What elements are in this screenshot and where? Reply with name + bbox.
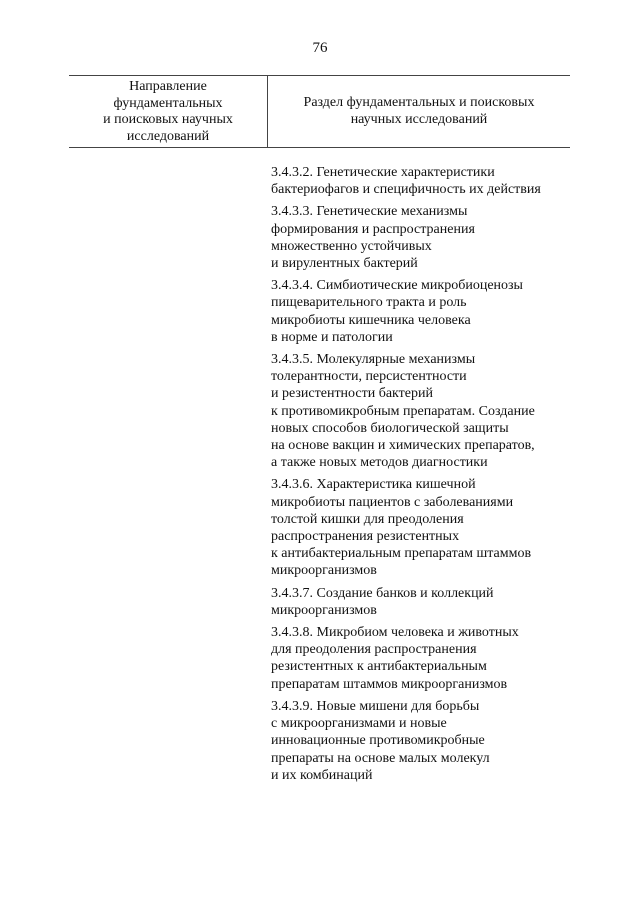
page-number: 76	[312, 40, 328, 56]
item-line: множественно устойчивых	[271, 238, 432, 254]
section-item	[271, 351, 570, 471]
item-line: 3.4.3.7. Создание банков и коллекций	[271, 585, 494, 601]
header-line: исследований	[126, 128, 210, 144]
item-line: для преодоления распространения	[271, 642, 477, 658]
header-line: и поисковых научных	[103, 112, 233, 127]
item-line: микроорганизмов	[271, 563, 377, 579]
item-line: новых способов биологической защиты	[271, 420, 509, 436]
item-line: микробиоты пациентов с заболеваниями	[271, 494, 514, 510]
item-line: и их комбинаций	[271, 767, 373, 783]
item-line: резистентных к антибактериальным	[271, 659, 487, 675]
table-top-rule	[69, 75, 570, 76]
item-line: 3.4.3.9. Новые мишени для борьбы	[271, 698, 480, 714]
item-line: 3.4.3.3. Генетические механизмы	[271, 204, 468, 220]
item-line: 3.4.3.8. Микробиом человека и животных	[271, 625, 519, 641]
item-line: толерантности, персистентности	[271, 369, 467, 385]
item-line: 3.4.3.4. Симбиотические микробиоценозы	[271, 278, 523, 294]
section-item	[271, 624, 570, 693]
section-list	[271, 164, 570, 789]
column-header-section	[268, 95, 570, 128]
item-line: с микроорганизмами и новые	[271, 716, 447, 732]
section-item	[271, 277, 570, 346]
item-line: а также новых методов диагностики	[271, 455, 488, 471]
item-line: толстой кишки для преодоления	[271, 511, 464, 527]
item-line: и вирулентных бактерий	[271, 256, 418, 272]
item-line: на основе вакцин и химических препаратов,	[271, 438, 535, 454]
item-line: микроорганизмов	[271, 602, 377, 618]
item-line: пищеварительного тракта и роль	[271, 295, 467, 311]
item-line: 3.4.3.2. Генетические характеристики	[271, 165, 495, 180]
item-line: к антибактериальным препаратам штаммов	[271, 546, 532, 562]
item-line: бактериофагов и специфичность их действия	[271, 182, 541, 198]
item-line: препаратам штаммов микроорганизмов	[271, 676, 508, 692]
section-item	[271, 476, 570, 579]
item-line: формирования и распространения	[271, 221, 475, 237]
item-line: микробиоты кишечника человека	[271, 312, 471, 328]
table-header-rule	[69, 147, 570, 148]
item-line: распространения резистентных	[271, 529, 460, 545]
item-line: в норме и патологии	[271, 329, 393, 345]
item-line: 3.4.3.5. Молекулярные механизмы	[271, 352, 476, 368]
section-item	[271, 585, 570, 619]
section-item	[271, 164, 570, 198]
item-line: инновационные противомикробные	[271, 733, 485, 749]
section-item	[271, 203, 570, 272]
header-line: фундаментальных	[113, 95, 223, 111]
header-line: Направление	[129, 79, 207, 94]
header-line: Раздел фундаментальных и поисковых	[303, 95, 535, 110]
section-item	[271, 698, 570, 784]
item-line: и резистентности бактерий	[271, 386, 433, 402]
item-line: к противомикробным препаратам. Создание	[271, 403, 535, 419]
item-line: препараты на основе малых молекул	[271, 750, 490, 766]
column-header-direction	[69, 79, 267, 145]
header-line: научных исследований	[350, 111, 488, 127]
item-line: 3.4.3.6. Характеристика кишечной	[271, 477, 476, 493]
